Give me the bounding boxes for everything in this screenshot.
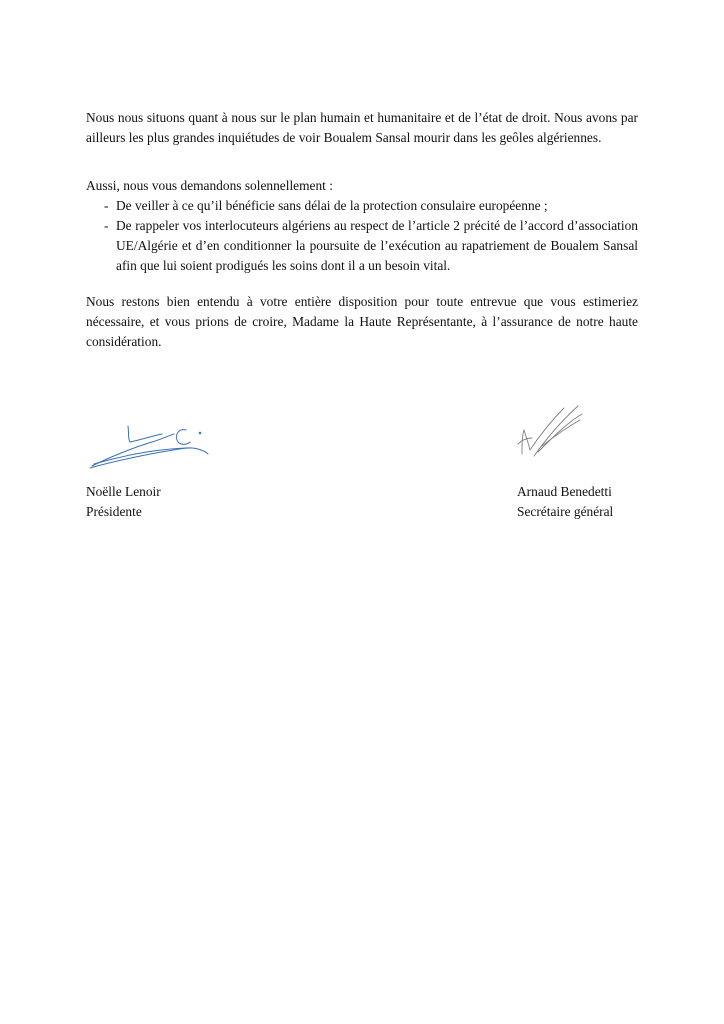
signatory-name: Noëlle Lenoir bbox=[86, 484, 161, 499]
paragraph-humanitarian-concern: Nous nous situons quant à nous sur le plan humain et humanitaire et de l’état de droit. Nous avons par ailleurs les plus grandes inquiétudes de voir Boualem Sansal mourir dans les geôles algériennes. bbox=[86, 110, 638, 145]
requests-list bbox=[86, 196, 638, 276]
list-item-text: De rappeler vos interlocuteurs algériens au respect de l’article 2 précité de l’accord d’association UE/Algérie et d’en conditionner la poursuite de l’exécution au rapatriement de Boualem Sansal afin que lui soient prodigués les soins dont il a un besoin vital. bbox=[116, 218, 638, 273]
signatory-left bbox=[86, 482, 161, 522]
list-bullet: - bbox=[104, 198, 109, 213]
paragraph-requests-intro: Aussi, nous vous demandons solennellement : bbox=[86, 178, 333, 193]
list-item-text: De veiller à ce qu’il bénéficie sans délai de la protection consulaire européenne ; bbox=[116, 198, 548, 213]
list-item bbox=[86, 216, 638, 276]
signatory-right bbox=[517, 482, 613, 522]
paragraph-closing: Nous restons bien entendu à votre entière disposition pour toute entrevue que vous estimeriez nécessaire, et vous prions de croire, Madame la Haute Représentante, à l’assurance de notre haute considération. bbox=[86, 294, 638, 349]
signatory-title: Secrétaire général bbox=[517, 504, 614, 519]
list-bullet: - bbox=[104, 218, 109, 233]
signature-left-image bbox=[88, 414, 216, 470]
signatory-name: Arnaud Benedetti bbox=[517, 484, 612, 499]
signatory-title: Présidente bbox=[86, 504, 142, 519]
signature-right-image bbox=[508, 394, 596, 462]
list-item bbox=[86, 196, 638, 216]
